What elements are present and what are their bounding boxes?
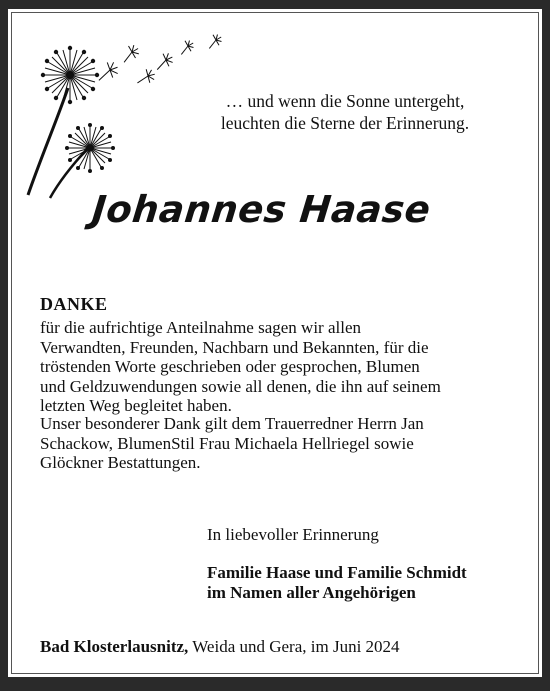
text-line: tröstenden Worte geschrieben oder gesprochen, Blumen (40, 357, 420, 376)
signature-block (207, 563, 467, 603)
memorial-quote (190, 90, 500, 134)
footer-place: Bad Klosterlausnitz, (40, 637, 189, 656)
closing-line: In liebevoller Erinnerung (207, 525, 379, 544)
text-line: und Geldzuwendungen sowie all denen, die ihn auf seinem (40, 376, 441, 396)
place-date-line (40, 637, 400, 657)
text-line: Unser besonderer Dank gilt dem Trauerredner Herrn Jan (40, 414, 424, 433)
text-line: letzten Weg begleitet haben. (40, 396, 232, 415)
text-line: Schackow, BlumenStil Frau Michaela Hellriegel sowie (40, 433, 414, 453)
thanks-paragraph-2 (40, 414, 520, 473)
signature-line-2: im Namen aller Angehörigen (207, 583, 416, 602)
thanks-heading: DANKE (40, 294, 108, 314)
text-line: Verwandten, Freunden, Nachbarn und Bekannten, für die (40, 337, 429, 357)
deceased-name: Johannes Haase (90, 188, 433, 231)
thanks-paragraph-1 (40, 318, 520, 416)
text-line: für die aufrichtige Anteilnahme sagen wir allen (40, 318, 361, 337)
footer-rest: Weida und Gera, im Juni 2024 (188, 637, 400, 656)
signature-line-1: Familie Haase und Familie Schmidt (207, 563, 467, 582)
text-line: Glöckner Bestattungen. (40, 453, 201, 472)
quote-line-2: leuchten die Sterne der Erinnerung. (220, 113, 470, 133)
quote-line-1: … und wenn die Sonne untergeht, (225, 91, 465, 111)
